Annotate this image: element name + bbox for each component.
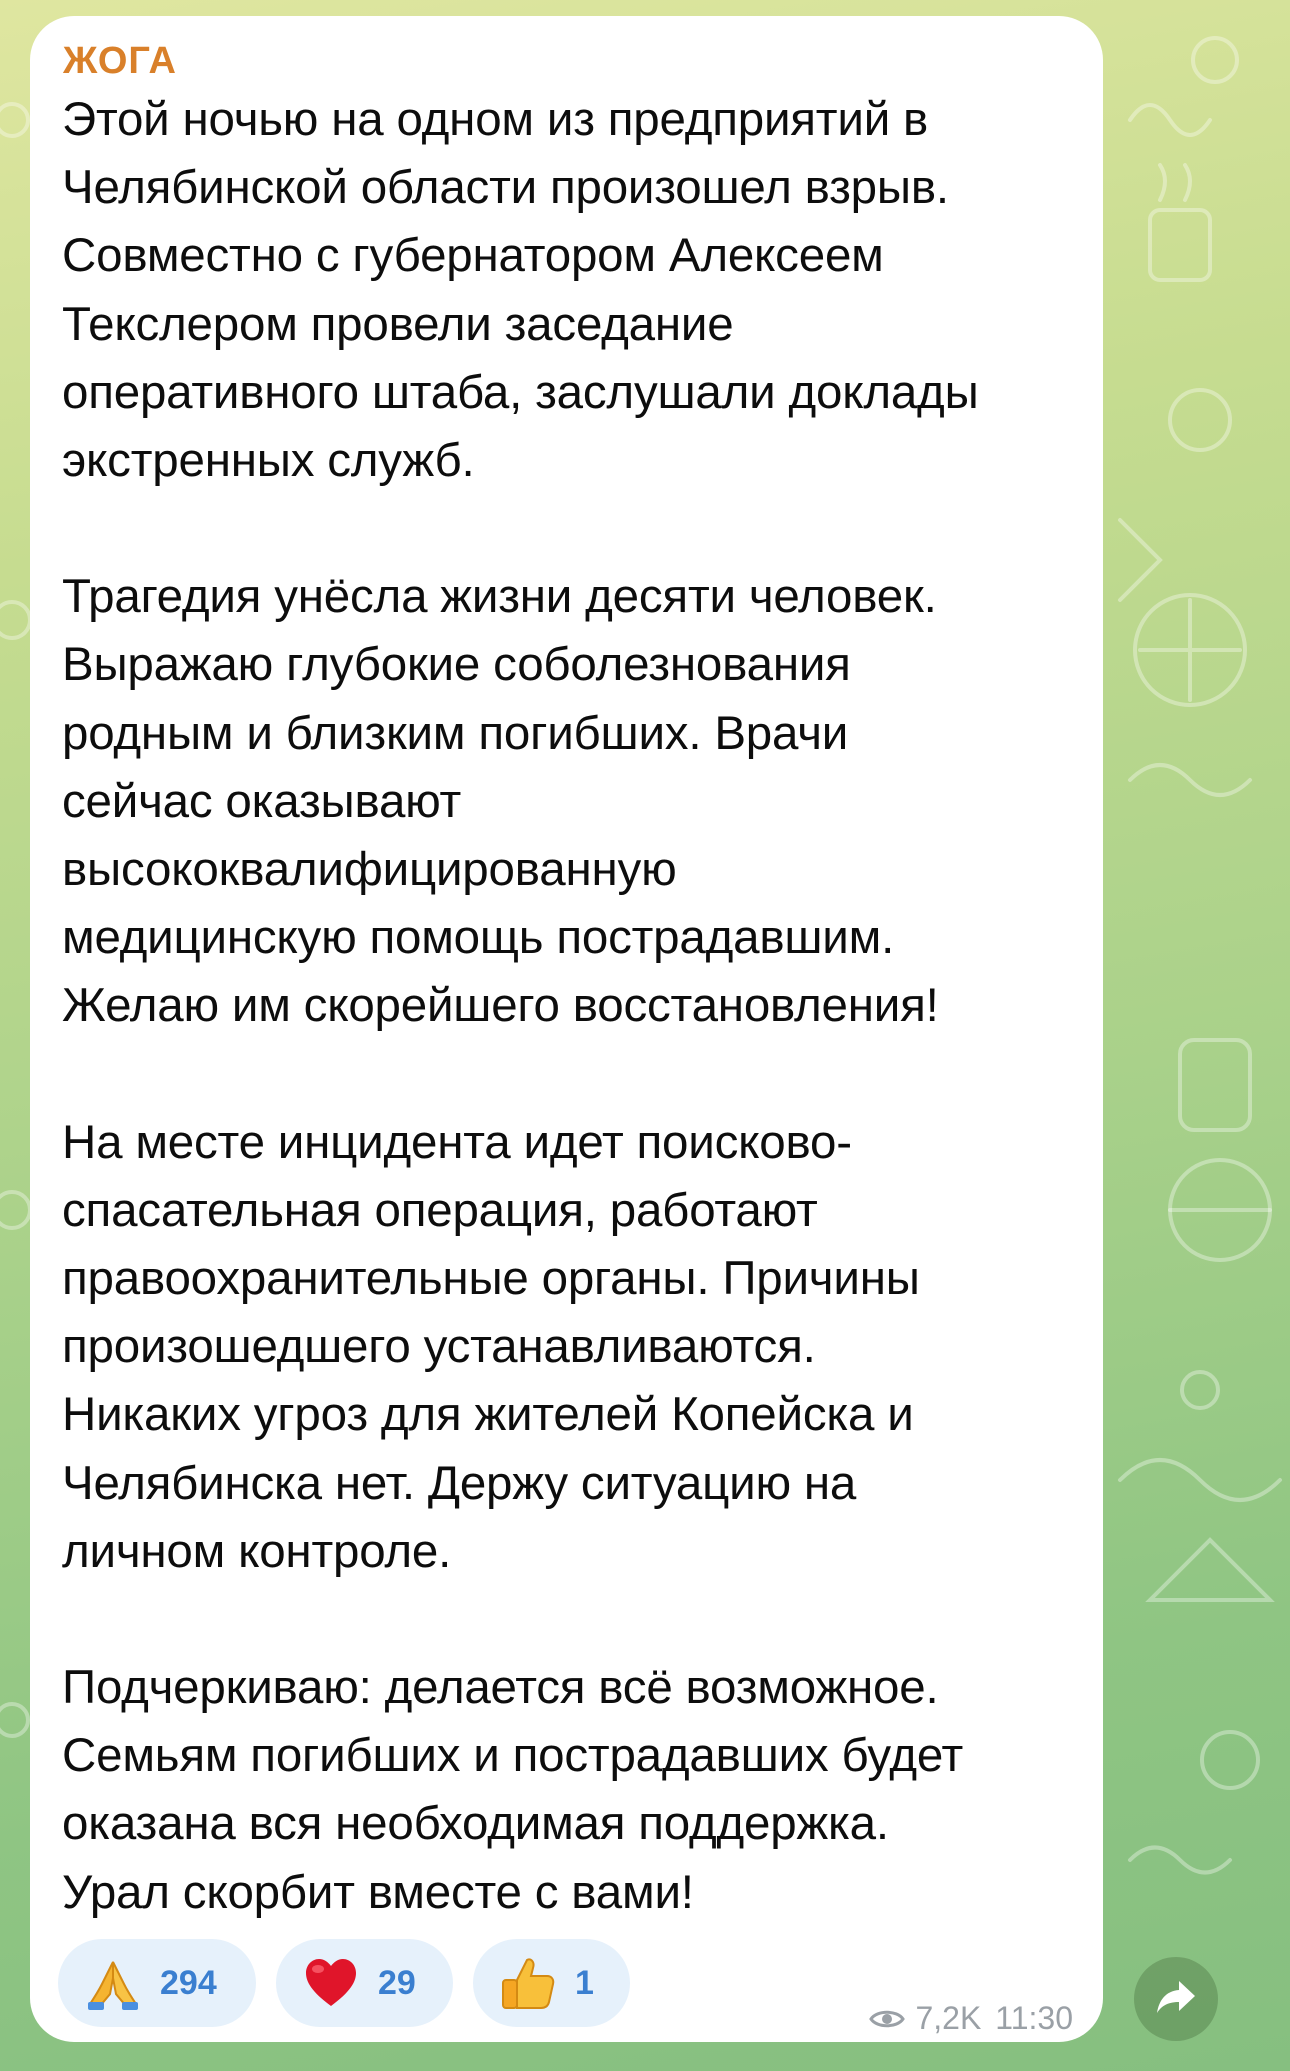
message-bubble[interactable]: [30, 16, 1103, 2042]
reaction-count: 1: [575, 1963, 594, 2002]
message-meta: [869, 2000, 1073, 2037]
reaction-count: 294: [160, 1963, 217, 2002]
message-paragraph-1: Этой ночью на одном из предприятий в Челябинской области произошел взрыв. Совместно с губернатором Алексеем Текслером провели заседание оперативного штаба, заслушали доклады экстренных служб.: [62, 93, 979, 488]
red-heart-icon: [302, 1954, 360, 2012]
sender-name[interactable]: ЖОГА: [63, 40, 177, 82]
reaction-folded-hands[interactable]: [58, 1939, 256, 2027]
message-paragraph-4: Подчеркиваю: делается всё возможное. Семьям погибших и пострадавших будет оказана вся необходимая поддержка. Урал скорбит вместе с вами!: [62, 1661, 964, 1919]
reactions-bar: [58, 1939, 630, 2027]
forward-arrow-icon: [1155, 1979, 1197, 2020]
message-paragraph-2: Трагедия унёсла жизни десяти человек. Выражаю глубокие соболезнования родным и близким погибших. Врачи сейчас оказывают высококвалифицированную медицинскую помощь пострадавшим. Желаю им скорейшего восстановления!: [62, 570, 939, 1033]
reaction-red-heart[interactable]: [276, 1939, 453, 2027]
thumbs-up-icon: [499, 1954, 557, 2012]
message-time: 11:30: [995, 2000, 1073, 2036]
paragraph-gap: [62, 1586, 1071, 1654]
reaction-count: 29: [378, 1963, 416, 2002]
eye-icon: [869, 2007, 905, 2031]
paragraph-gap: [62, 1041, 1071, 1109]
message-paragraph-3: На месте инцидента идет поисково- спасательная операция, работают правоохранительные органы. Причины произошедшего устанавливаются. Никаких угроз для жителей Копейска и Челябинска нет. Держу ситуацию на личном контроле.: [62, 1115, 920, 1578]
paragraph-gap: [62, 495, 1071, 563]
folded-hands-icon: [84, 1954, 142, 2012]
reaction-thumbs-up[interactable]: [473, 1939, 630, 2027]
forward-button[interactable]: [1134, 1957, 1218, 2041]
view-count: 7,2K: [915, 2000, 982, 2036]
